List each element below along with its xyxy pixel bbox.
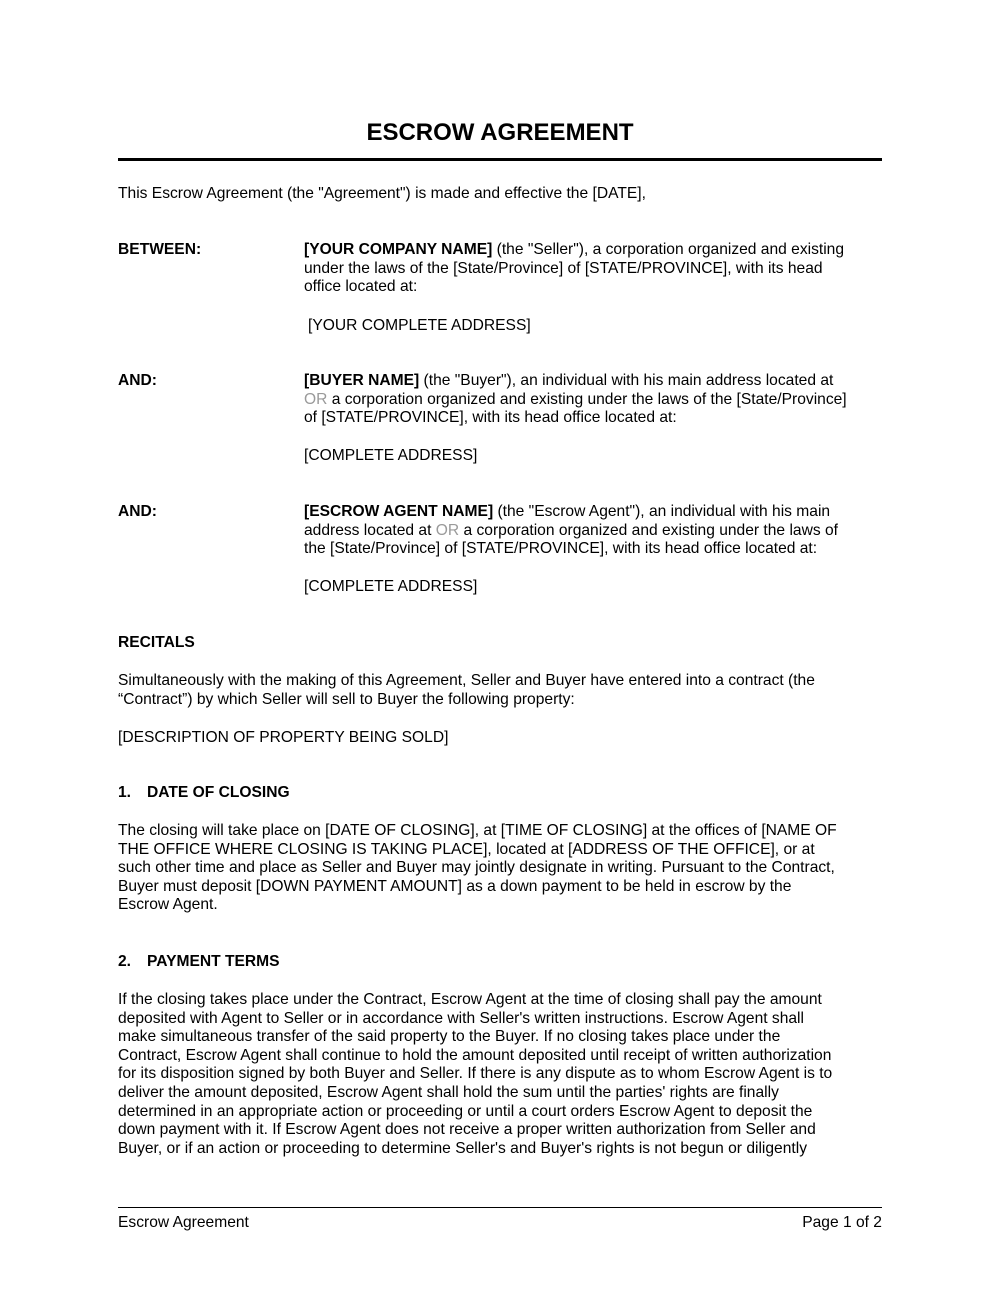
section-1-paragraph: The closing will take place on [DATE OF CLOSING], at [TIME OF CLOSING] at the offices of [NAME OF THE OFFICE WHERE CLOSING IS TAKING PLACE], located at [ADDRESS OF THE OFFICE], or at such other time and place as Seller and Buyer may jointly designate in writing. Pursuant to the Contract, Buyer must deposit [DOWN PAYMENT AMOUNT] as a down payment to be held in escrow by the Escrow Agent. bbox=[118, 822, 837, 914]
footer-document-name: Escrow Agreement bbox=[118, 1214, 249, 1231]
party-label-and-agent: AND: bbox=[118, 503, 157, 520]
party-escrow-agent bbox=[304, 503, 882, 559]
party-seller-line1: [YOUR COMPANY NAME] (the "Seller"), a corporation organized and existing bbox=[304, 241, 845, 258]
recitals-heading: RECITALS bbox=[118, 634, 195, 651]
section-number: 2. bbox=[118, 953, 132, 970]
recitals-property: [DESCRIPTION OF PROPERTY BEING SOLD] bbox=[118, 729, 449, 746]
party-buyer bbox=[304, 372, 882, 428]
party-seller-line3: office located at: bbox=[304, 278, 418, 296]
party-buyer-address: [COMPLETE ADDRESS] bbox=[304, 447, 478, 464]
section-title: DATE OF CLOSING bbox=[147, 784, 290, 801]
footer-page-number: Page 1 of 2 bbox=[802, 1214, 882, 1231]
title-divider bbox=[118, 158, 882, 161]
section-1-heading bbox=[118, 784, 290, 803]
or-option-text: OR bbox=[304, 390, 328, 408]
party-label-between: BETWEEN: bbox=[118, 241, 202, 258]
party-seller-name: [YOUR COMPANY NAME] bbox=[304, 241, 493, 258]
party-agent-line2: address located at OR a corporation organized and existing under the laws of bbox=[304, 521, 838, 539]
party-buyer-line3: of [STATE/PROVINCE], with its head office located at: bbox=[304, 409, 677, 427]
party-seller bbox=[304, 241, 882, 297]
footer-divider bbox=[118, 1207, 882, 1208]
party-seller-line2: under the laws of the [State/Province] of [STATE/PROVINCE], with its head bbox=[304, 259, 823, 277]
party-buyer-name: [BUYER NAME] bbox=[304, 372, 420, 389]
section-2-paragraph: If the closing takes place under the Contract, Escrow Agent at the time of closing shall pay the amount deposited with Agent to Seller or in accordance with Seller's written instructions. Escrow Agent shall make simultaneous transfer of the said property to the Buyer. If no closing takes place under the Contract, Escrow Agent shall continue to hold the amount deposited until receipt of written authorization for its disposition signed by both Buyer and Seller. If there is any dispute as to whom Escrow Agent is to deliver the amount deposited, Escrow Agent shall hold the sum until the parties' rights are finally determined in an appropriate action or proceeding or until a court orders Escrow Agent to deposit the down payment with it. If Escrow Agent does not receive a proper written authorization from Seller and Buyer, or if an action or proceeding to determine Seller's and Buyer's rights is not begun or diligently bbox=[118, 991, 833, 1157]
section-2-heading bbox=[118, 953, 280, 972]
page-title: ESCROW AGREEMENT bbox=[366, 119, 634, 146]
party-buyer-line2: OR a corporation organized and existing under the laws of the [State/Province] bbox=[304, 390, 847, 408]
party-agent-address: [COMPLETE ADDRESS] bbox=[304, 578, 478, 595]
party-agent-line1: [ESCROW AGENT NAME] (the "Escrow Agent"), an individual with his main bbox=[304, 503, 831, 520]
section-number: 1. bbox=[118, 784, 132, 801]
or-option-text: OR bbox=[435, 521, 460, 539]
party-buyer-line1: [BUYER NAME] (the "Buyer"), an individual with his main address located at bbox=[304, 372, 834, 389]
party-label-and-buyer: AND: bbox=[118, 372, 157, 389]
party-seller-address: [YOUR COMPLETE ADDRESS] bbox=[308, 317, 531, 334]
section-title: PAYMENT TERMS bbox=[147, 953, 280, 970]
party-agent-line3: the [State/Province] of [STATE/PROVINCE], with its head office located at: bbox=[304, 540, 818, 558]
party-agent-name: [ESCROW AGENT NAME] bbox=[304, 503, 494, 520]
recitals-paragraph: Simultaneously with the making of this Agreement, Seller and Buyer have entered into a contract (the “Contract”) by which Seller will sell to Buyer the following property: bbox=[118, 672, 815, 708]
intro-paragraph: This Escrow Agreement (the "Agreement") is made and effective the [DATE], bbox=[118, 185, 646, 202]
